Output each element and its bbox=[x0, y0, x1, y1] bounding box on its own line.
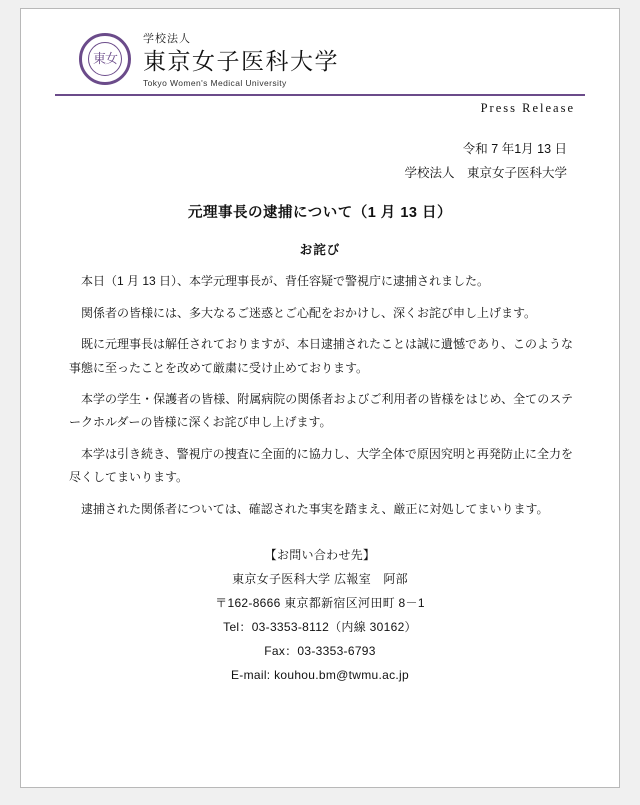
header-divider bbox=[55, 94, 585, 96]
body-paragraph: 逮捕された関係者については、確認された事実を踏まえ、厳正に対処してまいります。 bbox=[81, 501, 549, 516]
document-subtitle: お詫び bbox=[299, 243, 341, 258]
crest-glyph: 東女 bbox=[92, 51, 117, 67]
document-meta bbox=[55, 138, 585, 186]
body-paragraph: 本学は引き続き、警視庁の捜査に全面的に協力し、大学全体で原因究明と再発防止に全力を尽くしてまいります。 bbox=[69, 446, 573, 485]
contact-address: 〒162-8666 東京都新宿区河田町 8－1 bbox=[215, 595, 425, 610]
contact-heading: 【お問い合わせ先】 bbox=[264, 547, 376, 562]
organization-kind: 学校法人 bbox=[143, 33, 191, 45]
organization-block bbox=[143, 31, 339, 88]
organization-name-english: Tokyo Women's Medical University bbox=[143, 77, 287, 88]
document-issuer: 学校法人 東京女子医科大学 bbox=[404, 165, 567, 180]
body-paragraph: 本日（1 月 13 日）、本学元理事長が、背任容疑で警視庁に逮捕されました。 bbox=[81, 274, 490, 289]
organization-name: 東京女子医科大学 bbox=[143, 48, 339, 75]
document-header bbox=[55, 31, 585, 88]
page-title: 元理事長の逮捕について（1 月 13 日） bbox=[188, 205, 452, 222]
contact-fax: Fax：03-3353-6793 bbox=[264, 643, 376, 658]
body-paragraph: 既に元理事長は解任されておりますが、本日逮捕されたことは誠に遺憾であり、このような事態に至ったことを改めて厳粛に受け止めております。 bbox=[69, 337, 574, 375]
press-release-document bbox=[20, 8, 620, 788]
contact-block bbox=[55, 543, 585, 687]
document-body bbox=[55, 270, 585, 521]
contact-email: E-mail: kouhou.bm@twmu.ac.jp bbox=[231, 667, 409, 682]
body-paragraph: 関係者の皆様には、多大なるご迷惑とご心配をおかけし、深くお詫び申し上げます。 bbox=[81, 305, 537, 320]
press-release-label: Press Release bbox=[480, 100, 575, 115]
body-paragraph: 本学の学生・保護者の皆様、附属病院の関係者およびご利用者の皆様をはじめ、全てのステークホルダーの皆様に深くお詫び申し上げます。 bbox=[69, 392, 573, 430]
university-crest-icon bbox=[79, 33, 131, 85]
contact-tel: Tel：03-3353-8112（内線 30162） bbox=[223, 619, 417, 634]
document-date: 令和 7 年1月 13 日 bbox=[462, 141, 567, 156]
contact-department: 東京女子医科大学 広報室 阿部 bbox=[232, 571, 408, 586]
